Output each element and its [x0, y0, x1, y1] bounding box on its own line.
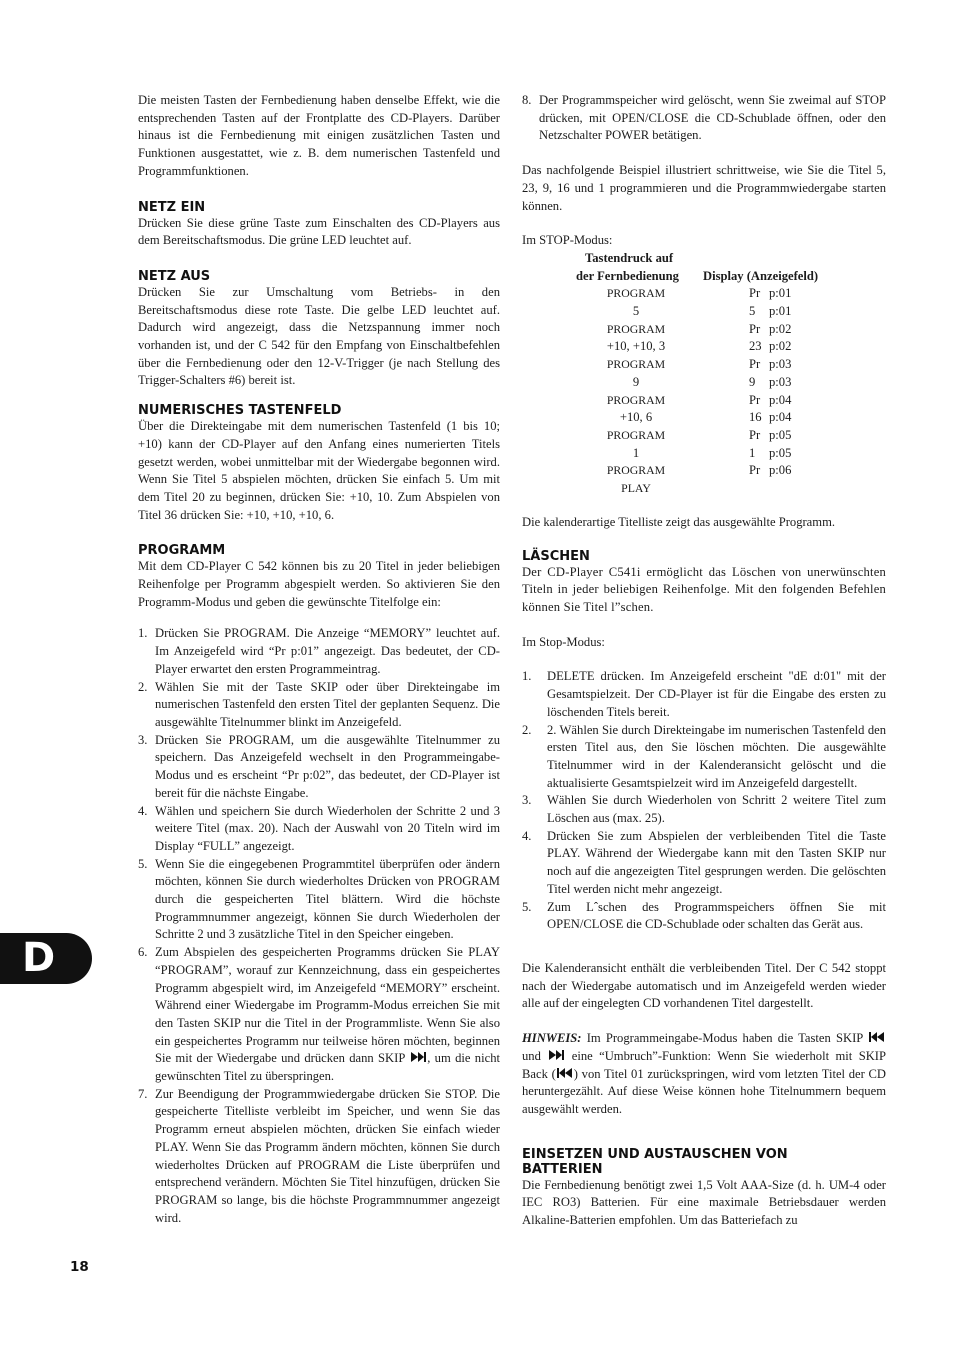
- step-text: Wählen Sie mit der Taste SKIP oder über Direkteingabe im numerischen Tastenfeld den ersten Titel der geplanten Sequenz. Die ausgewählte Titelnummer blinkt im Anzeigefeld.: [155, 679, 500, 729]
- skip-forward-icon: [409, 1051, 427, 1063]
- list-item: [138, 679, 500, 732]
- table-cell-display-main: Pr: [749, 286, 761, 301]
- loeschen-heading: LÄSCHEN: [522, 548, 590, 564]
- step-text: Zur Beendigung der Programmwiedergabe drücken Sie STOP. Die gespeicherte Titelliste verbleibt im Speicher, und wenn Sie das Programm erneut abspielen möchten, drücken Sie einfach wieder PLAY. Wenn Sie das Programm ändern möchten, können Sie durch wiederholtes Drücken auf PROGRAM die Liste überprüfen und entsprechend verändern. Möchten Sie Titel hinzufügen, drücken Sie PROGRAM so lange, bis die höchste Programmnummer angezeigt wird.: [155, 1086, 500, 1225]
- table-cell-display-main: Pr: [749, 392, 761, 407]
- table-cell-display-position: p:05: [769, 445, 792, 460]
- table-cell-display-main: Pr: [749, 321, 761, 336]
- step-number: 4.: [138, 803, 148, 818]
- list-item: [522, 92, 886, 145]
- table-cell-key: PROGRAM: [606, 321, 666, 336]
- step-number: 3.: [138, 732, 148, 747]
- table-cell-key: +10, 6: [619, 410, 653, 425]
- list-item: [522, 899, 886, 934]
- programm-text: Mit dem CD-Player C 542 können bis zu 20 Titel in jeder beliebigen Reihenfolge per Programm abgespielt werden. So aktivieren Sie den Programm-Modus und geben die gewünschte Titelfolge ein:: [138, 559, 500, 609]
- stop-mode-label-2: Im Stop-Modus:: [522, 634, 605, 649]
- table-cell-key: PROGRAM: [606, 286, 666, 301]
- table-cell-key: +10, +10, 3: [606, 339, 666, 354]
- table-cell-display-main: Pr: [749, 427, 761, 442]
- programm-heading: PROGRAMM: [138, 543, 226, 559]
- numerisches-tastenfeld-text: Über die Direkteingabe mit dem numerischen Tastenfeld (1 bis 10; +10) kann der CD-Player auf den Anfang eines numerierten Titels gesetzt werden, wobei unmittelbar mit der Wiedergabe begonnen wird. Wenn Sie Titel 5 abspielen möchten, drücken Sie einfach 5. Um mit dem Titel 20 zu beginnen, drücken Sie: +10, 10. Zum Abspielen von Titel 36 drücken Sie: +10, +10, +10, 6.: [138, 419, 500, 522]
- table-cell-display-main: 1: [749, 445, 756, 460]
- table-cell-display-position: p:06: [769, 463, 792, 478]
- hinweis-text: eine “Umbruch”-Funktion: Wenn Sie wiederholt mit SKIP Back (: [522, 1048, 886, 1081]
- programm-steps-continued: [522, 92, 886, 145]
- step-text: DELETE drücken. Im Anzeigefeld erscheint "dE d:01" mit der Gesamtspielzeit. Der CD-Player ist für die Eingabe des ersten zu löschenden Titels bereit.: [547, 669, 886, 719]
- step-text: Wenn Sie die eingegebenen Programmtitel überprüfen oder ändern möchten, können Sie durch wiederholtes Drücken von PROGRAM durch die gespeicherten Titel blättern. Wird die höchste Programmnummer angezeigt, können Sie durch Wiederholen der Schritte 2 und 3 zusätzliche Titel in den Speicher eingeben.: [155, 856, 500, 942]
- netz-aus-text: Drücken Sie zur Umschaltung vom Betriebs- in den Bereitschaftsmodus diese rote Taste. Die gelbe LED leuchtet auf. Dadurch wird angezeigt, dass die Netzspannung immer noch vorhanden ist, und der C 542 für den Empfang von Einschaltbefehlen über die Fernbedienung oder den 12-V-Trigger (je nach Stellung des Trigger-Schalters #6) bereit ist.: [138, 284, 500, 388]
- skip-back-icon: [556, 1067, 574, 1079]
- table-cell-display-main: Pr: [749, 357, 761, 372]
- example-intro: Das nachfolgende Beispiel illustriert schrittweise, wie Sie die Titel 5, 23, 9, 16 und 1 programmieren und die Programmwiedergabe starten können.: [522, 163, 886, 213]
- table-cell-display-position: p:04: [769, 410, 792, 425]
- table-cell-key: PROGRAM: [606, 357, 666, 372]
- table-cell-key: PROGRAM: [606, 463, 666, 478]
- list-item: [138, 856, 500, 945]
- table-cell-key: PROGRAM: [606, 392, 666, 407]
- table-cell-key: 9: [632, 374, 640, 389]
- page-number: 18: [70, 1259, 89, 1275]
- netz-aus-heading: NETZ AUS: [138, 268, 211, 284]
- step-number: 6.: [138, 945, 148, 960]
- list-item: [138, 1086, 500, 1228]
- step-text: Der Programmspeicher wird gelöscht, wenn Sie zweimal auf STOP drücken, mit OPEN/CLOSE die CD-Schublade öffnen, oder den Netzschalter POWER betätigen.: [539, 93, 886, 143]
- step-text: 2. Wählen Sie durch Direkteingabe im numerischen Tastenfeld den ersten Titel aus, den Sie löschen möchten. Die ausgewählte Titelnummer wird in der Kalenderansicht gelöscht und die aktualisierte Gesamtspielzeit wird im Anzeigefeld dargestellt.: [547, 722, 886, 790]
- skip-forward-icon: [547, 1049, 565, 1061]
- loeschen-text: Der CD-Player C541i ermöglicht das Löschen von unerwünschten Titeln in jeder beliebigen Reihenfolge. Mit den folgenden Befehlen können Sie Titel l”schen.: [522, 564, 886, 615]
- list-item: [138, 944, 500, 1086]
- calendar-remaining: Die Kalenderansicht enthält die verbleibenden Titel. Der C 542 stoppt nach der Wiedergabe automatisch und im Anzeigefeld werden wieder alle auf der eingelegten CD vorhandenen Titel dargestellt.: [522, 960, 886, 1011]
- step-number: 7.: [138, 1086, 148, 1101]
- step-number: 4.: [522, 828, 532, 843]
- batterien-text: Die Fernbedienung benötigt zwei 1,5 Volt AAA-Size (d. h. UM-4 oder IEC RO3) Batterien. Für eine maximale Betriebsdauer werden Alkaline-Batterien empfohlen. Um das Batteriefach zu: [522, 1177, 886, 1228]
- step-number: 5.: [138, 856, 148, 871]
- loeschen-steps-list: [522, 668, 886, 934]
- table-cell-display-position: p:02: [769, 321, 792, 336]
- step-number: 8.: [522, 93, 532, 107]
- step-text: Zum Abspielen des gespeicherten Programms drücken Sie PLAY “PROGRAM”, worauf zur Kennzeichnung, dass ein gespeichertes Programm abgespielt wird, im Anzeigefeld “MEMORY” erscheint. Während einer Wiedergabe im Programm-Modus erreichen Sie mit den Tasten SKIP nur die Titel in der Programmliste. Wenn Sie also ein gespeichertes Programm nur teilweise hören möchten, beginnen Sie mit der Wiedergabe und drücken dann SKIP: [155, 945, 500, 1066]
- step-number: 5.: [522, 899, 532, 914]
- table-cell-display-position: p:02: [769, 339, 792, 354]
- step-text: Wählen Sie durch Wiederholen von Schritt 2 weitere Titel zum Löschen aus (max. 25).: [547, 793, 886, 826]
- netz-ein-text: Drücken Sie diese grüne Taste zum Einschalten des CD-Players aus dem Bereitschaftsmodus. Die grüne LED leuchtet auf.: [138, 215, 500, 248]
- hinweis-text: und: [522, 1048, 541, 1063]
- step-text: Wählen und speichern Sie durch Wiederholen der Schritte 2 und 3 weitere Titel (max. 20). Nach der Auswahl von 20 Titeln wird im Display “FULL” angezeigt.: [155, 803, 500, 853]
- step-text: , um die nicht gewünschten Titel zu überspringen.: [155, 1051, 500, 1084]
- calendar-note: Die kalenderartige Titelliste zeigt das ausgewählte Programm.: [522, 514, 836, 529]
- table-cell-key: PLAY: [621, 481, 651, 496]
- table-cell-key: PROGRAM: [606, 427, 666, 442]
- step-text: Drücken Sie zum Abspielen der verbleibenden Titel die Taste PLAY. Während der Wiedergabe kann mit den Tasten SKIP nur noch auf die angezeigten Titel gesprungen werden. Die gelöschten Titel werden nicht mehr angezeigt.: [547, 828, 886, 896]
- programming-example-table: [522, 250, 886, 510]
- step-number: 1.: [522, 669, 532, 684]
- table-cell-display-position: p:05: [769, 427, 792, 442]
- hinweis-note: [522, 1030, 886, 1119]
- list-item: [522, 792, 886, 827]
- table-cell-display-main: 9: [749, 374, 756, 389]
- hinweis-text: ) von Titel 01 zurückspringen, wird vom letzten Titel der CD heruntergezählt. Auf diese Weise können hohe Titelnummern bequem ausgewählt werden.: [522, 1066, 886, 1116]
- hinweis-label: HINWEIS:: [522, 1031, 582, 1046]
- table-cell-display-main: Pr: [749, 463, 761, 478]
- step-text: Drücken Sie PROGRAM, um die ausgewählte Titelnummer zu speichern. Das Anzeigefeld wechselt in den Programmeingabe-Modus und es erscheint “Pr p:02”, das bedeutet, der CD-Player ist bereit für die nächste Eingabe.: [155, 732, 500, 800]
- table-cell-display-main: 16: [749, 410, 762, 425]
- section-tab-letter: D: [22, 935, 56, 981]
- step-text: Drücken Sie PROGRAM. Die Anzeige “MEMORY” leuchtet auf. Im Anzeigefeld wird “Pr p:01” angezeigt. Das bedeutet, der CD-Player erwartet den ersten Programmeintrag.: [155, 626, 500, 676]
- batterien-heading-line-1: EINSETZEN UND AUSTAUSCHEN VON: [522, 1146, 788, 1162]
- left-column: [138, 92, 500, 1227]
- table-cell-display-main: 23: [749, 339, 762, 354]
- table-header-display: Display (Anzeigefeld): [703, 268, 819, 283]
- step-number: 2.: [522, 722, 532, 737]
- hinweis-text: Im Programmeingabe-Modus haben die Tasten SKIP: [586, 1031, 863, 1046]
- stop-mode-label: Im STOP-Modus:: [522, 233, 613, 248]
- step-text: Zum Lˆschen des Programmspeichers öffnen Sie mit OPEN/CLOSE die CD-Schublade oder schalten das Gerät aus.: [547, 899, 886, 932]
- table-cell-display-position: p:01: [769, 286, 792, 301]
- section-tab: [0, 933, 92, 984]
- list-item: [522, 828, 886, 899]
- step-number: 3.: [522, 793, 532, 808]
- table-cell-display-main: 5: [749, 304, 756, 319]
- batterien-heading-line-2: BATTERIEN: [522, 1161, 603, 1177]
- list-item: [138, 803, 500, 856]
- table-cell-display-position: p:03: [769, 374, 792, 389]
- table-cell-key: 5: [632, 304, 640, 319]
- step-number: 2.: [138, 679, 148, 694]
- table-cell-key: 1: [632, 445, 640, 460]
- step-number: 1.: [138, 626, 148, 641]
- intro-paragraph: Die meisten Tasten der Fernbedienung haben denselbe Effekt, wie die entsprechenden Tasten auf der Frontplatte des CD-Players. Darüber hinaus ist die Fernbedienung mit einigen zusätzlichen Tasten und Funktionen ausgestattet, wie z. B. dem numerischen Tastenfeld und Programmfunktionen.: [138, 93, 500, 178]
- list-item: [138, 732, 500, 803]
- table-header-key-2: der Fernbedienung: [576, 268, 679, 283]
- numerisches-tastenfeld-heading: NUMERISCHES TASTENFELD: [138, 403, 342, 419]
- programm-steps-list: [138, 625, 500, 1227]
- table-cell-display-position: p:01: [769, 304, 792, 319]
- table-cell-display-position: p:04: [769, 392, 792, 407]
- right-column: [522, 92, 886, 1230]
- skip-back-icon: [868, 1031, 886, 1043]
- list-item: [522, 668, 886, 721]
- list-item: [522, 722, 886, 793]
- table-header-key-1: Tastendruck auf: [585, 250, 674, 265]
- table-cell-display-position: p:03: [769, 357, 792, 372]
- list-item: [138, 625, 500, 678]
- netz-ein-heading: NETZ EIN: [138, 199, 206, 215]
